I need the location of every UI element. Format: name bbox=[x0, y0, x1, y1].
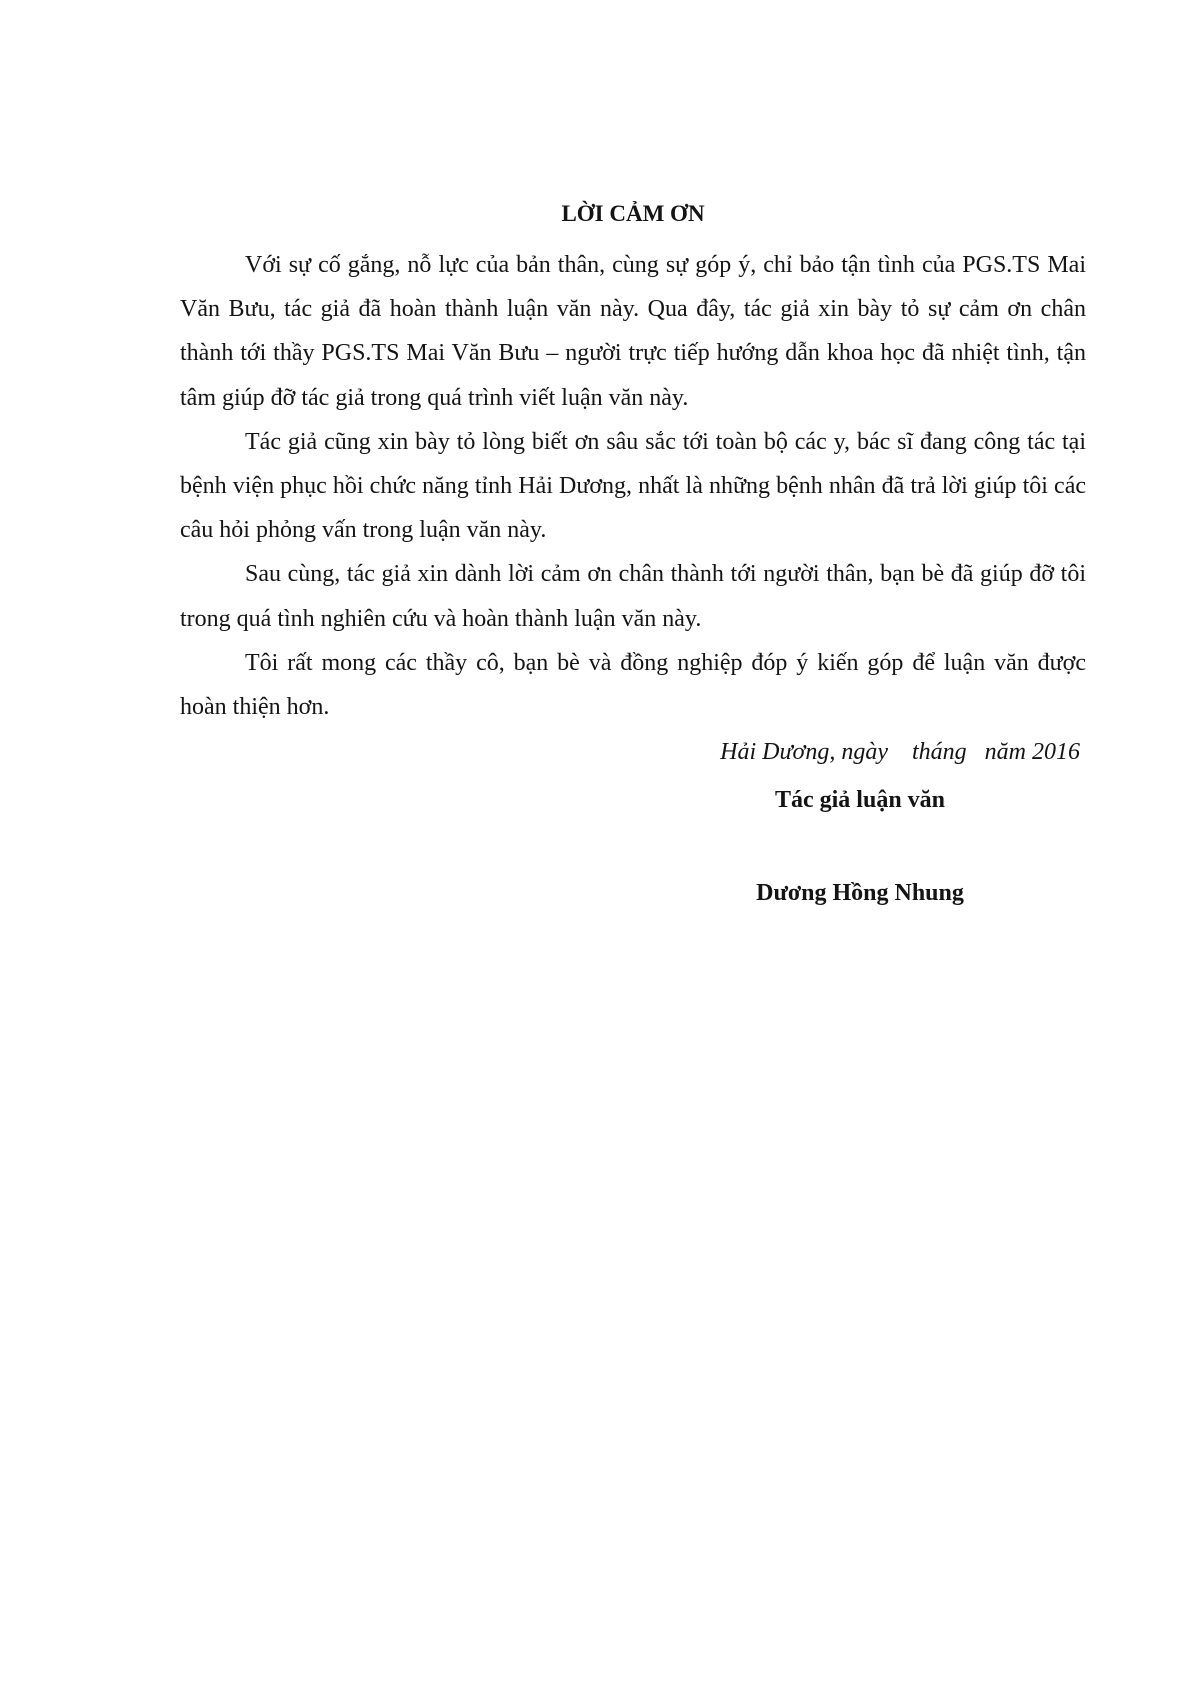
page-title: LỜI CẢM ƠN bbox=[561, 201, 705, 226]
paragraph-4: Tôi rất mong các thầy cô, bạn bè và đồng nghiệp đóp ý kiến góp để luận văn được hoàn thiện hơn. bbox=[180, 649, 1086, 721]
paragraph-2: Tác giả cũng xin bày tỏ lòng biết ơn sâu sắc tới toàn bộ các y, bác sĩ đang công tác tại bệnh viện phục hồi chức năng tỉnh Hải Dương, nhất là những bệnh nhân đã trả lời giúp tôi các câu hỏi phỏng vấn trong luận văn này. bbox=[180, 428, 1086, 544]
acknowledgement-body bbox=[180, 243, 1086, 729]
paragraph-3: Sau cùng, tác giả xin dành lời cảm ơn chân thành tới người thân, bạn bè đã giúp đỡ tôi trong quá tình nghiên cứu và hoàn thành luận văn này. bbox=[180, 561, 1086, 632]
signature-name: Dương Hồng Nhung bbox=[756, 880, 964, 906]
date-line: Hải Dương, ngày tháng năm 2016 bbox=[720, 739, 1080, 765]
signature-role: Tác giả luận văn bbox=[774, 787, 946, 813]
paragraph-1: Với sự cố gắng, nỗ lực của bản thân, cùng sự góp ý, chỉ bảo tận tình của PGS.TS Mai Văn Bưu, tác giả đã hoàn thành luận văn này. Qua đây, tác giả xin bày tỏ sự cảm ơn chân thành tới thầy PGS.TS Mai Văn Bưu – người trực tiếp hướng dẫn khoa học đã nhiệt tình, tận tâm giúp đỡ tác giả trong quá trình viết luận văn này. bbox=[180, 252, 1086, 411]
